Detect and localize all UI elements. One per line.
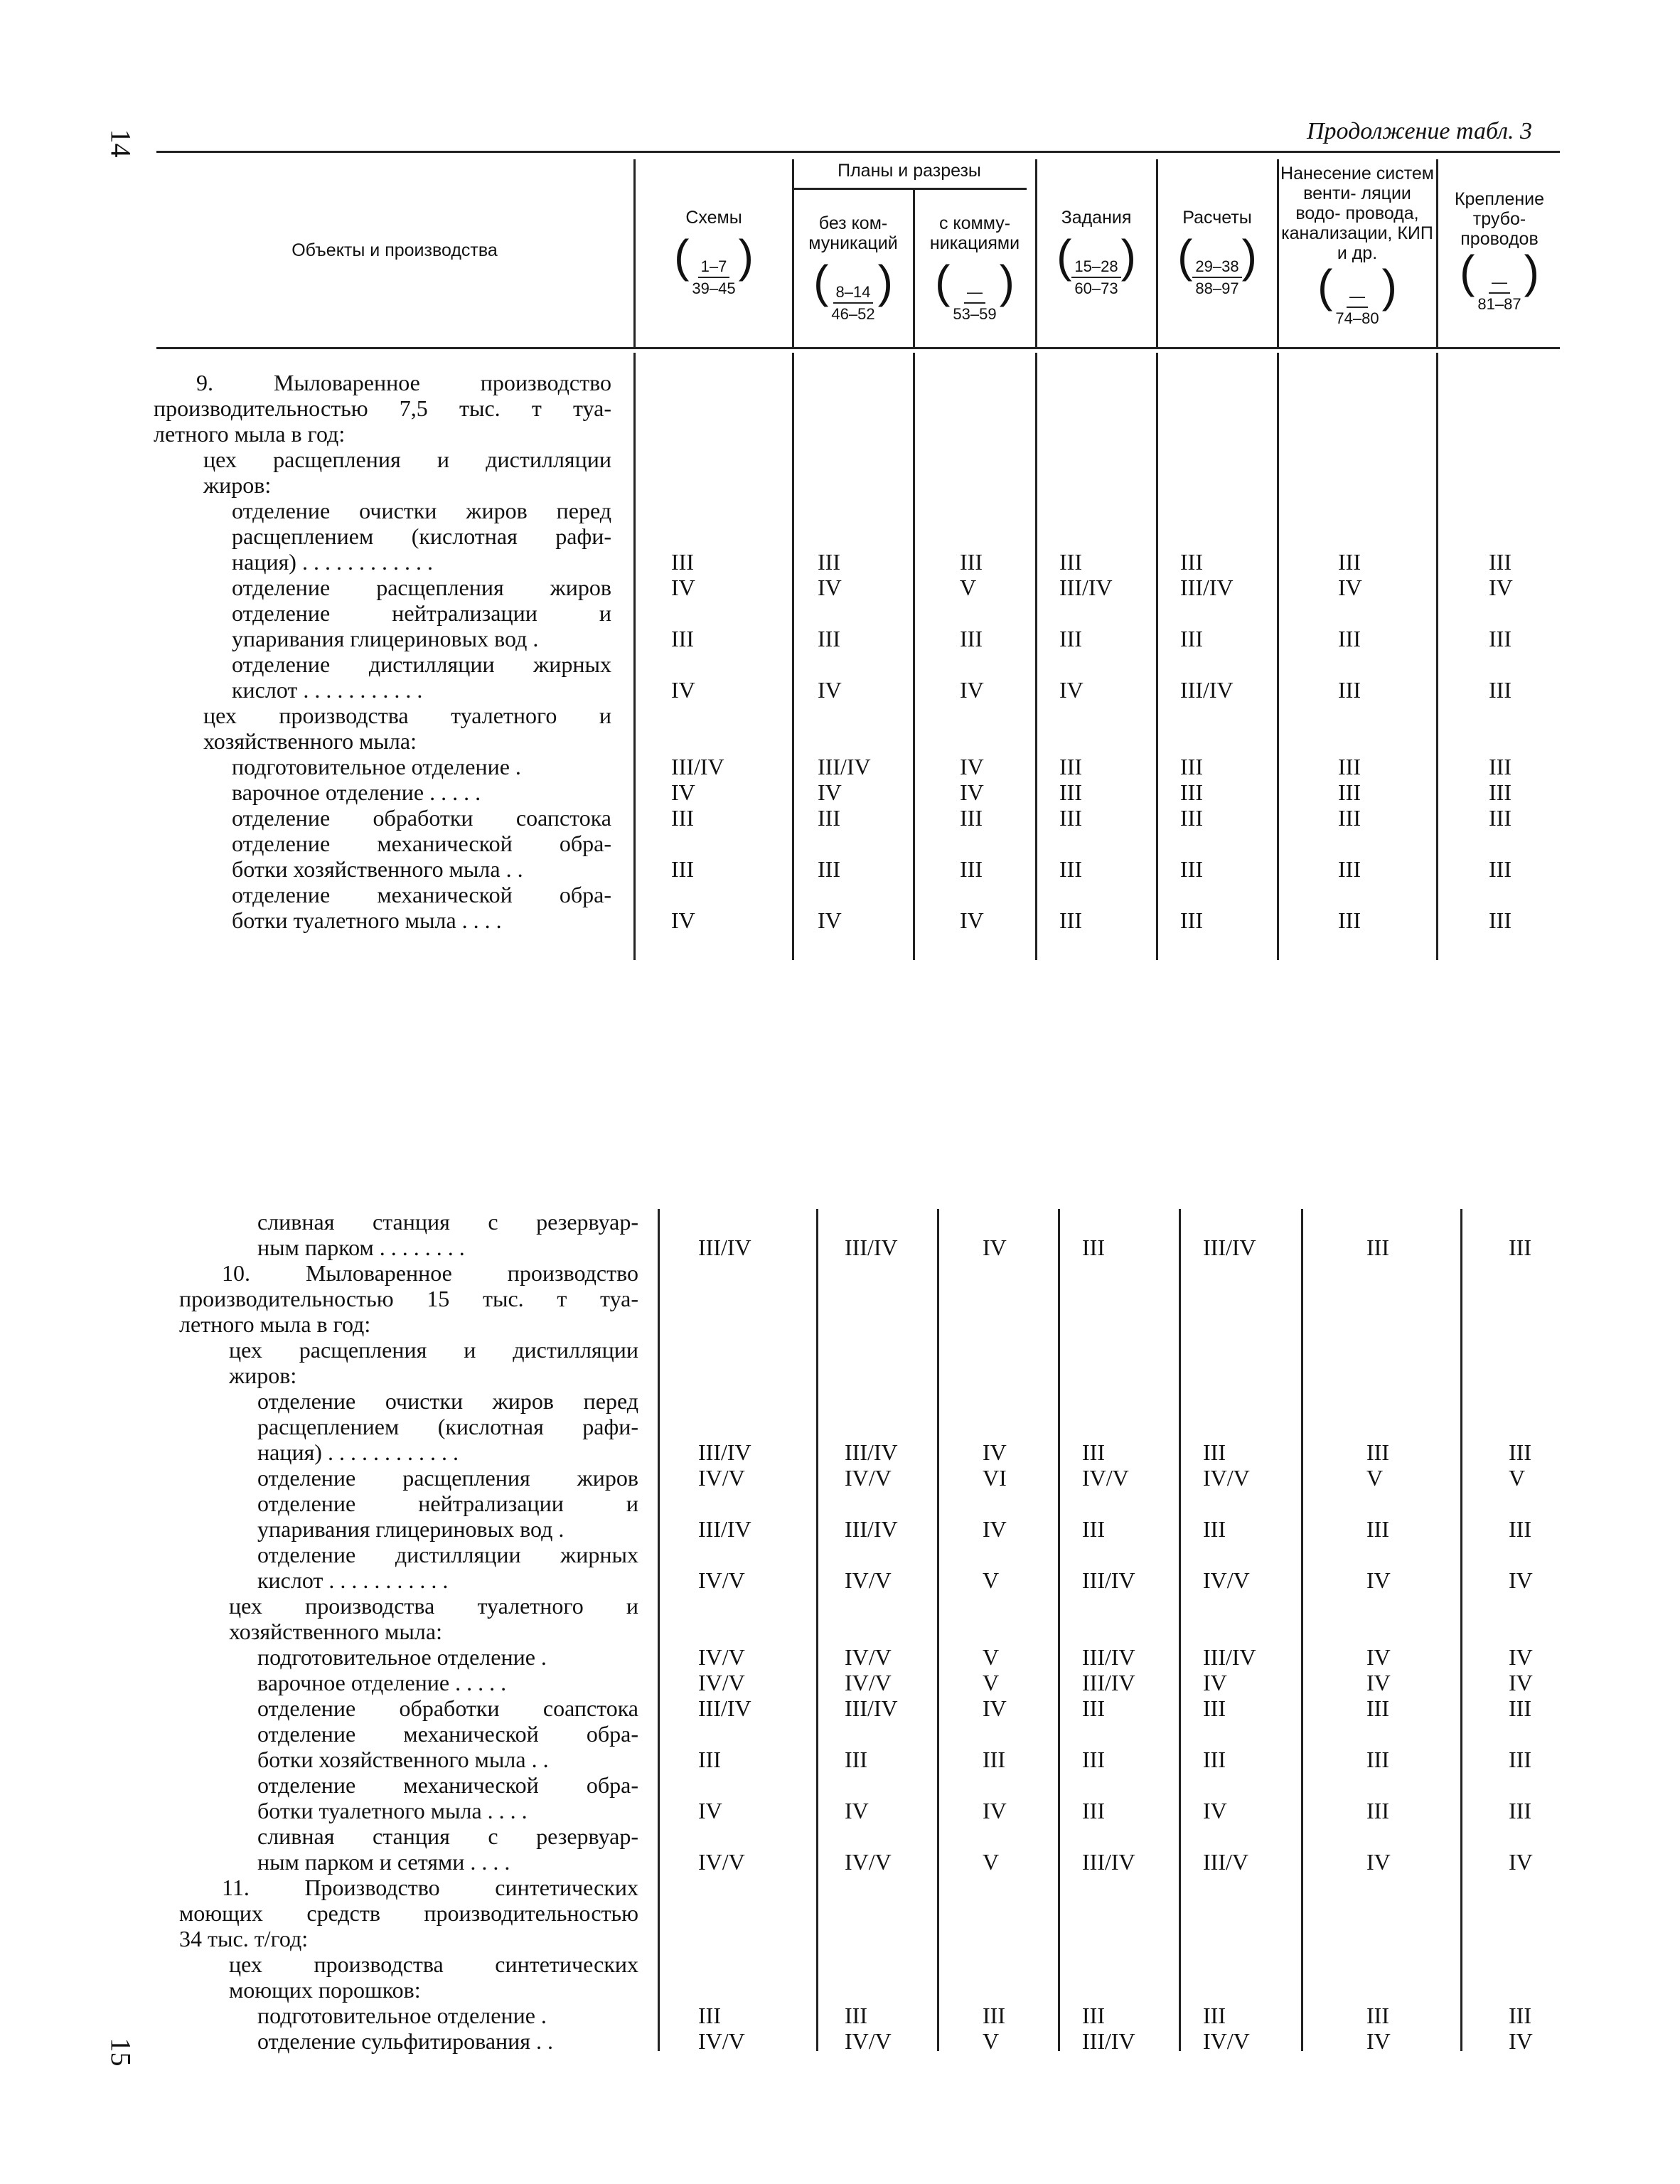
table-cell: IV bbox=[960, 754, 984, 779]
table-cell: IV/V bbox=[845, 1644, 892, 1670]
table-cell: III bbox=[1509, 1516, 1531, 1542]
row-label: летного мыла в год: bbox=[154, 421, 346, 447]
header-calcs-title: Расчеты bbox=[1182, 208, 1252, 228]
table-cell: IV/V bbox=[698, 1670, 745, 1695]
table-cell: III bbox=[1180, 907, 1203, 933]
table-cell: IV bbox=[1338, 575, 1362, 600]
table-cell: III bbox=[1082, 1695, 1105, 1721]
table-cell: III bbox=[845, 2003, 867, 2028]
header-systems-num: — bbox=[1347, 287, 1368, 308]
table-cell: III bbox=[1489, 754, 1512, 779]
table-cell: III bbox=[1203, 1439, 1226, 1465]
header-without-comm-fraction: ( $\frac{8-14}{46-52}$ ) bbox=[813, 259, 893, 325]
table-cell: III bbox=[1059, 779, 1082, 805]
row-label: кислот . . . . . . . . . . . bbox=[257, 1567, 449, 1593]
row-label: сливная станция с резервуар- bbox=[257, 1209, 638, 1235]
row-label: производительностью 7,5 тыс. т туа- bbox=[154, 395, 611, 421]
table-cell: III/IV bbox=[1180, 677, 1234, 703]
s1-col-sep bbox=[1277, 353, 1279, 960]
row-label: отделение очистки жиров перед bbox=[257, 1388, 638, 1414]
header-tasks-den: 60–73 bbox=[1074, 279, 1118, 297]
table-cell: III bbox=[1366, 1516, 1389, 1542]
table-cell: III bbox=[1366, 1439, 1389, 1465]
table-cell: IV bbox=[1509, 1670, 1533, 1695]
row-label: отделение дистилляции жирных bbox=[232, 651, 611, 677]
table-cell: IV bbox=[960, 677, 984, 703]
table-cell: III bbox=[1059, 856, 1082, 882]
header-col-sep bbox=[1277, 159, 1279, 347]
table-cell: III/IV bbox=[845, 1695, 898, 1721]
row-label: ботки хозяйственного мыла . . bbox=[232, 856, 523, 882]
header-fastening-title: Крепление трубо- проводов bbox=[1454, 189, 1545, 249]
table-cell: III bbox=[1509, 1235, 1531, 1260]
table-cell: III/IV bbox=[698, 1439, 751, 1465]
table-cell: IV/V bbox=[1203, 1567, 1250, 1593]
table-cell: III bbox=[1203, 1516, 1226, 1542]
header-fastening bbox=[1439, 189, 1560, 315]
table-cell: III bbox=[1489, 677, 1512, 703]
header-tasks bbox=[1038, 208, 1155, 299]
table-cell: IV bbox=[671, 677, 695, 703]
table-cell: III bbox=[1059, 549, 1082, 575]
table-cell: III/IV bbox=[671, 754, 724, 779]
table-cell: III bbox=[1489, 779, 1512, 805]
table-cell: III bbox=[1180, 549, 1203, 575]
table-cell: III bbox=[1509, 1798, 1531, 1823]
row-label: отделение сульфитирования . . bbox=[257, 2028, 554, 2054]
header-col-sep bbox=[913, 188, 915, 347]
row-label: кислот . . . . . . . . . . . bbox=[232, 677, 423, 703]
header-schemes-fraction: ( $\frac{1-7}{39-45}$ ) bbox=[674, 233, 754, 299]
table-cell: III/IV bbox=[1203, 1235, 1256, 1260]
header-tasks-num: 15–28 bbox=[1071, 257, 1120, 278]
s1-col-sep bbox=[792, 353, 794, 960]
table-cell: IV/V bbox=[698, 1644, 745, 1670]
header-col-sep bbox=[633, 159, 636, 347]
row-label: нация) . . . . . . . . . . . . bbox=[257, 1439, 459, 1465]
table-cell: IV bbox=[983, 1439, 1007, 1465]
table-cell: III bbox=[1509, 1747, 1531, 1772]
row-label: подготовительное отделение . bbox=[257, 2003, 547, 2028]
table-cell: III bbox=[671, 805, 694, 831]
table-cell: III/IV bbox=[698, 1695, 751, 1721]
table-cell: IV bbox=[960, 779, 984, 805]
header-without-comm-num: 8–14 bbox=[833, 282, 874, 304]
row-label: хозяйственного мыла: bbox=[203, 728, 417, 754]
table-cell: III bbox=[1509, 2003, 1531, 2028]
header-fastening-fraction: ( $\frac{—}{81-87}$ ) bbox=[1460, 249, 1539, 315]
header-fastening-num: — bbox=[1489, 272, 1510, 294]
header-tasks-title: Задания bbox=[1061, 208, 1132, 228]
header-systems-fraction: ( $\frac{—}{74-80}$ ) bbox=[1317, 263, 1397, 329]
table-cell: IV/V bbox=[845, 1849, 892, 1875]
table-cell: IV/V bbox=[698, 1567, 745, 1593]
table-cell: III bbox=[1338, 779, 1361, 805]
table-cell: III bbox=[1180, 626, 1203, 651]
row-label: подготовительное отделение . bbox=[232, 754, 521, 779]
row-label: цех производства синтетических bbox=[229, 1951, 638, 1977]
table-cell: III bbox=[1489, 805, 1512, 831]
table-cell: IV bbox=[1509, 1567, 1533, 1593]
table-cell: III bbox=[1366, 2003, 1389, 2028]
table-cell: III bbox=[1366, 1695, 1389, 1721]
table-cell: III/IV bbox=[698, 1235, 751, 1260]
table-cell: III bbox=[1366, 1747, 1389, 1772]
table-cell: III bbox=[1082, 1235, 1105, 1260]
table-cell: III bbox=[1180, 805, 1203, 831]
table-cell: III bbox=[698, 1747, 721, 1772]
table-cell: III bbox=[845, 1747, 867, 1772]
row-label: жиров: bbox=[203, 472, 272, 498]
s2-col-sep bbox=[1179, 1209, 1181, 2051]
table-cell: III/IV bbox=[1082, 1567, 1135, 1593]
table-cell: IV bbox=[1509, 2028, 1533, 2054]
s2-col-sep bbox=[937, 1209, 939, 2051]
table-cell: IV bbox=[671, 907, 695, 933]
s2-col-sep bbox=[658, 1209, 660, 2051]
table-cell: IV bbox=[960, 907, 984, 933]
table-cell: III bbox=[1338, 907, 1361, 933]
table-cell: III/IV bbox=[1059, 575, 1113, 600]
row-label: моющих средств производительностью bbox=[179, 1900, 638, 1926]
s2-col-sep bbox=[816, 1209, 818, 2051]
row-label: отделение механической обра- bbox=[257, 1721, 638, 1747]
row-label: отделение расщепления жиров bbox=[232, 575, 611, 600]
table-cell: IV bbox=[818, 677, 842, 703]
row-label: жиров: bbox=[229, 1363, 297, 1388]
table-cell: III bbox=[1082, 1516, 1105, 1542]
table-cell: III bbox=[1180, 779, 1203, 805]
header-without-comm-title: без ком- муникаций bbox=[808, 213, 898, 253]
table-cell: IV bbox=[818, 907, 842, 933]
header-with-comm-den: 53–59 bbox=[953, 305, 997, 323]
header-fastening-den: 81–87 bbox=[1477, 295, 1521, 313]
table-cell: IV bbox=[1489, 575, 1513, 600]
header-systems-den: 74–80 bbox=[1335, 309, 1379, 327]
table-cell: III/IV bbox=[845, 1439, 898, 1465]
table-cell: III/IV bbox=[1082, 2028, 1135, 2054]
row-label: ботки туалетного мыла . . . . bbox=[257, 1798, 528, 1823]
table-cell: III bbox=[671, 626, 694, 651]
s1-col-sep bbox=[1035, 353, 1037, 960]
table-cell: III/V bbox=[1203, 1849, 1248, 1875]
table-cell: III bbox=[1338, 549, 1361, 575]
row-label: отделение расщепления жиров bbox=[257, 1465, 638, 1491]
table-cell: V bbox=[983, 1670, 1000, 1695]
header-systems bbox=[1280, 164, 1435, 329]
table-cell: IV/V bbox=[1082, 1465, 1129, 1491]
table-cell: IV bbox=[983, 1798, 1007, 1823]
row-label: упаривания глицериновых вод . bbox=[257, 1516, 565, 1542]
table-cell: III bbox=[1082, 1439, 1105, 1465]
table-cell: IV bbox=[1203, 1670, 1227, 1695]
table-cell: III bbox=[1203, 2003, 1226, 2028]
header-calcs-num: 29–38 bbox=[1192, 257, 1241, 278]
table-cell: III bbox=[1338, 626, 1361, 651]
row-label: ботки хозяйственного мыла . . bbox=[257, 1747, 549, 1772]
header-calcs bbox=[1159, 208, 1275, 299]
s2-col-sep bbox=[1460, 1209, 1462, 2051]
table-cell: IV bbox=[983, 1516, 1007, 1542]
table-cell: III bbox=[1059, 805, 1082, 831]
header-tasks-fraction: ( $\frac{15-28}{60-73}$ ) bbox=[1056, 233, 1136, 299]
header-col-sep bbox=[792, 159, 794, 347]
table-cell: III bbox=[1489, 907, 1512, 933]
table-cell: III bbox=[671, 549, 694, 575]
row-label: отделение дистилляции жирных bbox=[257, 1542, 638, 1567]
plans-group-rule bbox=[792, 188, 1027, 190]
table-cell: IV bbox=[1366, 1670, 1391, 1695]
table-cell: IV bbox=[1509, 1644, 1533, 1670]
row-label: 10. Мыловаренное производство bbox=[222, 1260, 638, 1286]
table-cell: III bbox=[1082, 1798, 1105, 1823]
page-number-top: 14 bbox=[105, 129, 137, 158]
header-calcs-den: 88–97 bbox=[1195, 279, 1239, 297]
header-without-comm-den: 46–52 bbox=[831, 305, 875, 323]
table-cell: IV/V bbox=[845, 2028, 892, 2054]
row-label: отделение обработки соапстока bbox=[232, 805, 611, 831]
table-cell: IV bbox=[1366, 1849, 1391, 1875]
table-cell: III bbox=[818, 805, 840, 831]
table-cell: III bbox=[1509, 1439, 1531, 1465]
table-cell: III bbox=[818, 549, 840, 575]
table-cell: III bbox=[1338, 677, 1361, 703]
row-label: цех производства туалетного и bbox=[229, 1593, 638, 1619]
table-cell: III bbox=[698, 2003, 721, 2028]
header-schemes bbox=[636, 208, 791, 299]
table-cell: IV bbox=[1366, 2028, 1391, 2054]
row-label: цех производства туалетного и bbox=[203, 703, 611, 728]
header-with-comm-num: — bbox=[964, 282, 985, 304]
header-plans-group: Планы и разрезы bbox=[838, 161, 981, 181]
header-with-comm-fraction: ( $\frac{—}{53-59}$ ) bbox=[935, 259, 1015, 325]
table-cell: V bbox=[983, 1567, 1000, 1593]
header-schemes-title: Схемы bbox=[685, 208, 742, 228]
header-systems-title: Нанесение систем венти- ляции водо- провода, канализации, КИП и др. bbox=[1280, 164, 1434, 263]
table-cell: III/IV bbox=[698, 1516, 751, 1542]
table-cell: III bbox=[960, 549, 983, 575]
table-cell: IV/V bbox=[698, 2028, 745, 2054]
row-label: сливная станция с резервуар- bbox=[257, 1823, 638, 1849]
table-cell: III/IV bbox=[1082, 1849, 1135, 1875]
table-cell: III bbox=[983, 2003, 1005, 2028]
table-cell: III bbox=[818, 856, 840, 882]
continuation-label: Продолжение табл. 3 bbox=[1307, 118, 1533, 144]
table-cell: VI bbox=[983, 1465, 1007, 1491]
table-cell: III/IV bbox=[845, 1516, 898, 1542]
s1-col-sep bbox=[633, 353, 636, 960]
row-label: летного мыла в год: bbox=[179, 1311, 371, 1337]
header-with-comm bbox=[916, 213, 1034, 325]
header-bottom-rule bbox=[156, 347, 1560, 349]
table-cell: III bbox=[1203, 1695, 1226, 1721]
table-cell: IV bbox=[1059, 677, 1084, 703]
s1-col-sep bbox=[913, 353, 915, 960]
table-cell: IV bbox=[698, 1798, 722, 1823]
table-cell: III bbox=[1180, 856, 1203, 882]
table-cell: IV bbox=[845, 1798, 869, 1823]
header-with-comm-title: с комму- никациями bbox=[929, 213, 1020, 253]
table-cell: IV bbox=[1366, 1567, 1391, 1593]
row-label: хозяйственного мыла: bbox=[229, 1619, 442, 1644]
header-col-sep bbox=[1436, 159, 1438, 347]
row-label: варочное отделение . . . . . bbox=[257, 1670, 507, 1695]
table-cell: III bbox=[1366, 1798, 1389, 1823]
table-cell: III bbox=[1509, 1695, 1531, 1721]
s2-col-sep bbox=[1058, 1209, 1060, 2051]
table-cell: IV bbox=[1366, 1644, 1391, 1670]
table-cell: III bbox=[1059, 754, 1082, 779]
table-cell: III/IV bbox=[818, 754, 871, 779]
table-cell: III bbox=[671, 856, 694, 882]
table-cell: IV/V bbox=[845, 1465, 892, 1491]
table-cell: III bbox=[1489, 626, 1512, 651]
page-number-bottom: 15 bbox=[105, 2037, 137, 2067]
row-label: цех расщепления и дистилляции bbox=[229, 1337, 638, 1363]
table-cell: IV bbox=[671, 575, 695, 600]
row-label: отделение нейтрализации и bbox=[232, 600, 611, 626]
table-cell: III/IV bbox=[1180, 575, 1234, 600]
table-cell: IV/V bbox=[1203, 2028, 1250, 2054]
table-cell: III bbox=[1059, 907, 1082, 933]
row-label: отделение обработки соапстока bbox=[257, 1695, 638, 1721]
table-cell: V bbox=[983, 2028, 1000, 2054]
row-label: 34 тыс. т/год: bbox=[179, 1926, 309, 1951]
table-cell: IV bbox=[818, 575, 842, 600]
table-cell: V bbox=[960, 575, 977, 600]
row-label: расщеплением (кислотная рафи- bbox=[232, 523, 611, 549]
row-label: производительностью 15 тыс. т туа- bbox=[179, 1286, 638, 1311]
table-cell: III bbox=[960, 856, 983, 882]
row-label: цех расщепления и дистилляции bbox=[203, 447, 611, 472]
row-label: отделение механической обра- bbox=[257, 1772, 638, 1798]
table-cell: III/IV bbox=[1082, 1644, 1135, 1670]
header-schemes-num: 1–7 bbox=[698, 257, 730, 278]
table-cell: III bbox=[983, 1747, 1005, 1772]
table-cell: III bbox=[1180, 754, 1203, 779]
table-cell: III bbox=[1082, 1747, 1105, 1772]
row-label: ным парком и сетями . . . . bbox=[257, 1849, 510, 1875]
table-cell: III bbox=[1366, 1235, 1389, 1260]
table-cell: V bbox=[1366, 1465, 1384, 1491]
s1-col-sep bbox=[1156, 353, 1158, 960]
table-cell: IV bbox=[1203, 1798, 1227, 1823]
table-cell: V bbox=[983, 1644, 1000, 1670]
table-cell: III bbox=[818, 626, 840, 651]
table-cell: IV/V bbox=[845, 1567, 892, 1593]
header-col-sep bbox=[1035, 159, 1037, 347]
row-label: ным парком . . . . . . . . bbox=[257, 1235, 465, 1260]
s1-col-sep bbox=[1436, 353, 1438, 960]
table-cell: IV bbox=[671, 779, 695, 805]
row-label: моющих порошков: bbox=[229, 1977, 421, 2003]
table-cell: III bbox=[1338, 754, 1361, 779]
row-label: отделение механической обра- bbox=[232, 831, 611, 856]
table-cell: III/IV bbox=[1203, 1644, 1256, 1670]
table-cell: III bbox=[960, 805, 983, 831]
table-cell: IV/V bbox=[1203, 1465, 1250, 1491]
row-label: отделение механической обра- bbox=[232, 882, 611, 907]
row-label: варочное отделение . . . . . bbox=[232, 779, 481, 805]
header-schemes-den: 39–45 bbox=[692, 279, 736, 297]
table-cell: IV bbox=[818, 779, 842, 805]
table-cell: III bbox=[1059, 626, 1082, 651]
header-top-rule bbox=[156, 151, 1560, 153]
row-label: подготовительное отделение . bbox=[257, 1644, 547, 1670]
table-cell: III bbox=[1338, 805, 1361, 831]
row-label: упаривания глицериновых вод . bbox=[232, 626, 539, 651]
header-calcs-fraction: ( $\frac{29-38}{88-97}$ ) bbox=[1177, 233, 1257, 299]
table-cell: III bbox=[960, 626, 983, 651]
table-cell: III bbox=[1338, 856, 1361, 882]
row-label: отделение нейтрализации и bbox=[257, 1491, 638, 1516]
table-cell: III/IV bbox=[845, 1235, 898, 1260]
row-label: расщеплением (кислотная рафи- bbox=[257, 1414, 638, 1439]
header-without-comm bbox=[795, 213, 911, 325]
row-label: 9. Мыловаренное производство bbox=[196, 370, 611, 395]
table-cell: IV bbox=[983, 1695, 1007, 1721]
table-cell: III/IV bbox=[1082, 1670, 1135, 1695]
table-cell: IV/V bbox=[845, 1670, 892, 1695]
table-cell: V bbox=[1509, 1465, 1526, 1491]
table-cell: IV/V bbox=[698, 1465, 745, 1491]
table-cell: IV bbox=[983, 1235, 1007, 1260]
s2-col-sep bbox=[1301, 1209, 1303, 2051]
header-col-sep bbox=[1156, 159, 1158, 347]
table-cell: IV bbox=[1509, 1849, 1533, 1875]
row-label: отделение очистки жиров перед bbox=[232, 498, 611, 523]
row-label: 11. Производство синтетических bbox=[222, 1875, 638, 1900]
header-objects: Объекты и производства bbox=[291, 240, 498, 260]
row-label: нация) . . . . . . . . . . . . bbox=[232, 549, 433, 575]
table-cell: III bbox=[1203, 1747, 1226, 1772]
table-cell: V bbox=[983, 1849, 1000, 1875]
row-label: ботки туалетного мыла . . . . bbox=[232, 907, 502, 933]
table-cell: III bbox=[1489, 549, 1512, 575]
table-cell: III bbox=[1489, 856, 1512, 882]
table-cell: IV/V bbox=[698, 1849, 745, 1875]
table-cell: III bbox=[1082, 2003, 1105, 2028]
